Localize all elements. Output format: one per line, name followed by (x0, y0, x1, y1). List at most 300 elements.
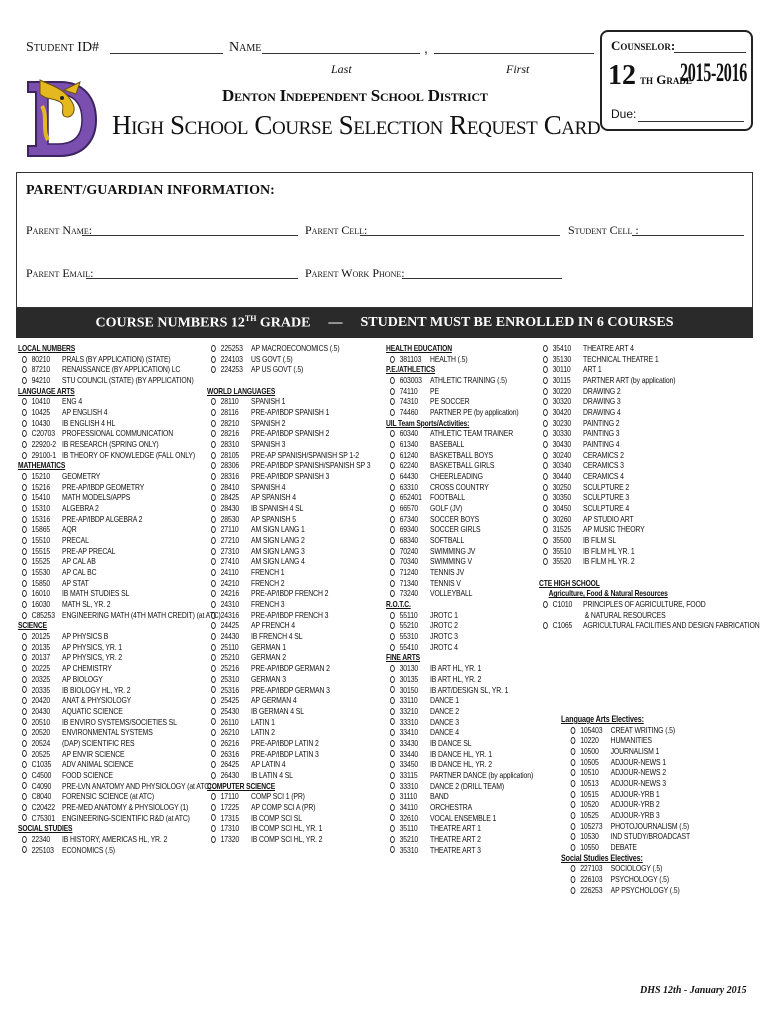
selection-bubble[interactable] (211, 804, 216, 811)
course-number: 25216 (220, 663, 240, 674)
course-name: HEALTH (.5) (430, 353, 468, 364)
selection-bubble[interactable] (22, 473, 27, 480)
student-id-field[interactable] (110, 53, 223, 54)
selection-bubble[interactable] (390, 452, 395, 459)
course-name: AM SIGN LANG 2 (251, 535, 305, 546)
selection-bubble[interactable] (390, 526, 395, 533)
course-name: PRE-AP/IBDP GEOMETRY (62, 481, 145, 492)
selection-bubble[interactable] (211, 761, 216, 768)
course-number: 10530 (580, 831, 599, 842)
selection-bubble[interactable] (390, 622, 395, 629)
course-row (386, 791, 533, 802)
selection-bubble[interactable] (22, 356, 27, 363)
course-row (386, 407, 533, 418)
course-number: 224103 (220, 353, 243, 364)
selection-bubble[interactable] (543, 558, 548, 565)
selection-bubble[interactable] (22, 633, 27, 640)
course-name: RENAISSANCE (BY APPLICATION) LC (62, 364, 181, 375)
selection-bubble[interactable] (390, 462, 395, 469)
selection-bubble[interactable] (571, 887, 576, 894)
selection-bubble[interactable] (22, 601, 27, 608)
course-number: 28410 (220, 481, 240, 492)
selection-bubble[interactable] (571, 823, 576, 830)
selection-bubble[interactable] (22, 761, 27, 768)
selection-bubble[interactable] (543, 526, 548, 533)
selection-bubble[interactable] (390, 750, 395, 757)
selection-bubble[interactable] (390, 633, 395, 640)
selection-bubble[interactable] (390, 729, 395, 736)
selection-bubble[interactable] (543, 366, 548, 373)
selection-bubble[interactable] (211, 729, 216, 736)
selection-bubble[interactable] (211, 569, 216, 576)
course-name: ORCHESTRA (430, 801, 473, 812)
course-row (386, 503, 533, 514)
selection-bubble[interactable] (211, 676, 216, 683)
selection-bubble[interactable] (22, 782, 27, 789)
selection-bubble[interactable] (390, 388, 395, 395)
selection-bubble[interactable] (211, 505, 216, 512)
selection-bubble[interactable] (22, 420, 27, 427)
course-name: JROTC 2 (430, 620, 458, 631)
course-name: IB MATH STUDIES SL (62, 588, 130, 599)
course-name: GEOMETRY (62, 471, 101, 482)
selection-bubble[interactable] (211, 430, 216, 437)
selection-bubble[interactable] (543, 537, 548, 544)
selection-bubble[interactable] (211, 356, 216, 363)
course-name: AM SIGN LANG 3 (251, 545, 305, 556)
course-name: GOLF (JV) (430, 503, 463, 514)
course-name: DEBATE (610, 842, 637, 853)
selection-bubble[interactable] (390, 398, 395, 405)
selection-bubble[interactable] (390, 782, 395, 789)
course-name: MATH MODELS/APPS (62, 492, 131, 503)
selection-bubble[interactable] (22, 750, 27, 757)
selection-bubble[interactable] (390, 484, 395, 491)
selection-bubble[interactable] (390, 836, 395, 843)
selection-bubble[interactable] (22, 366, 27, 373)
first-name-field[interactable] (434, 53, 594, 54)
course-row (561, 885, 690, 896)
parent-cell-field[interactable] (360, 235, 560, 236)
parent-email-field[interactable] (86, 278, 298, 279)
due-field[interactable] (638, 121, 744, 122)
selection-bubble[interactable] (211, 665, 216, 672)
selection-bubble[interactable] (211, 441, 216, 448)
selection-bubble[interactable] (571, 812, 576, 819)
course-name: FOOTBALL (430, 492, 465, 503)
course-name: BASKETBALL GIRLS (430, 460, 495, 471)
selection-bubble[interactable] (22, 377, 27, 384)
selection-bubble[interactable] (211, 825, 216, 832)
selection-bubble[interactable] (22, 846, 27, 853)
course-name: ATHLETIC TEAM TRAINER (430, 428, 514, 439)
course-name: HUMANITIES (610, 735, 652, 746)
selection-bubble[interactable] (211, 644, 216, 651)
selection-bubble[interactable] (22, 836, 27, 843)
selection-bubble[interactable] (211, 537, 216, 544)
course-name: IB FILM HL YR. 2 (583, 556, 635, 567)
selection-bubble[interactable] (22, 708, 27, 715)
selection-bubble[interactable] (211, 409, 216, 416)
selection-bubble[interactable] (571, 759, 576, 766)
selection-bubble[interactable] (543, 473, 548, 480)
course-name: SCULPTURE 3 (583, 492, 630, 503)
course-name: SOFTBALL (430, 535, 465, 546)
selection-bubble[interactable] (211, 398, 216, 405)
course-row (539, 482, 760, 493)
selection-bubble[interactable] (22, 729, 27, 736)
selection-bubble[interactable] (22, 526, 27, 533)
course-name: IB GERMAN 4 SL (251, 705, 304, 716)
course-number: 55410 (399, 641, 419, 652)
course-row (18, 471, 221, 482)
selection-bubble[interactable] (390, 494, 395, 501)
selection-bubble[interactable] (390, 676, 395, 683)
selection-bubble[interactable] (22, 441, 27, 448)
selection-bubble[interactable] (211, 366, 216, 373)
course-number: 15216 (31, 481, 51, 492)
selection-bubble[interactable] (211, 686, 216, 693)
course-number: 61240 (399, 449, 419, 460)
course-row (207, 460, 370, 471)
course-name: AP SPANISH 5 (251, 513, 296, 524)
selection-bubble[interactable] (211, 740, 216, 747)
selection-bubble[interactable] (543, 452, 548, 459)
selection-bubble[interactable] (22, 718, 27, 725)
selection-bubble[interactable] (543, 409, 548, 416)
course-name: JOURNALISM 1 (610, 746, 660, 757)
selection-bubble[interactable] (390, 761, 395, 768)
selection-bubble[interactable] (390, 558, 395, 565)
selection-bubble[interactable] (22, 452, 27, 459)
selection-bubble[interactable] (390, 718, 395, 725)
sub-heading: Agriculture, Food & Natural Resources (548, 588, 668, 599)
course-number: 66570 (399, 503, 419, 514)
selection-bubble[interactable] (22, 654, 27, 661)
selection-bubble[interactable] (543, 494, 548, 501)
selection-bubble[interactable] (211, 452, 216, 459)
course-row (207, 471, 370, 482)
course-name: FRENCH 2 (251, 577, 285, 588)
selection-bubble[interactable] (543, 484, 548, 491)
selection-bubble[interactable] (543, 377, 548, 384)
selection-bubble[interactable] (390, 590, 395, 597)
selection-bubble[interactable] (543, 622, 548, 629)
selection-bubble[interactable] (543, 356, 548, 363)
selection-bubble[interactable] (543, 430, 548, 437)
selection-bubble[interactable] (22, 665, 27, 672)
selection-bubble[interactable] (22, 558, 27, 565)
course-name: ENG 4 (62, 396, 83, 407)
course-number: 31110 (399, 791, 418, 802)
selection-bubble[interactable] (390, 846, 395, 853)
selection-bubble[interactable] (211, 633, 216, 640)
course-name: TECHNICAL THEATRE 1 (583, 353, 659, 364)
selection-bubble[interactable] (390, 793, 395, 800)
course-name: SCULPTURE 2 (583, 481, 630, 492)
selection-bubble[interactable] (211, 590, 216, 597)
course-row (18, 524, 221, 535)
course-number: 20325 (31, 673, 51, 684)
selection-bubble[interactable] (22, 569, 27, 576)
selection-bubble[interactable] (211, 612, 216, 619)
selection-bubble[interactable] (543, 441, 548, 448)
course-name: SWIMMING V (430, 556, 472, 567)
selection-bubble[interactable] (211, 516, 216, 523)
selection-bubble[interactable] (390, 612, 395, 619)
course-name: DANCE 2 (430, 705, 459, 716)
course-row (18, 503, 221, 514)
course-row (207, 823, 370, 834)
selection-bubble[interactable] (543, 398, 548, 405)
course-row (18, 685, 221, 696)
course-row (539, 546, 760, 557)
course-row (207, 685, 370, 696)
selection-bubble[interactable] (211, 697, 216, 704)
selection-bubble[interactable] (390, 505, 395, 512)
selection-bubble[interactable] (390, 665, 395, 672)
selection-bubble[interactable] (390, 441, 395, 448)
course-row (18, 396, 221, 407)
selection-bubble[interactable] (22, 804, 27, 811)
course-row (18, 738, 221, 749)
selection-bubble[interactable] (22, 409, 27, 416)
course-number: 87210 (31, 364, 51, 375)
selection-bubble[interactable] (571, 833, 576, 840)
selection-bubble[interactable] (211, 558, 216, 565)
selection-bubble[interactable] (571, 780, 576, 787)
course-name: TENNIS JV (430, 567, 465, 578)
selection-bubble[interactable] (543, 345, 548, 352)
course-name: IB DANCE HL, YR. 2 (430, 759, 492, 770)
course-number: 24110 (220, 567, 239, 578)
course-row (386, 685, 533, 696)
selection-bubble[interactable] (390, 740, 395, 747)
selection-bubble[interactable] (543, 516, 548, 523)
last-name-field[interactable] (262, 53, 420, 54)
course-row (207, 770, 370, 781)
selection-bubble[interactable] (571, 727, 576, 734)
course-name: PE (430, 385, 439, 396)
selection-bubble[interactable] (22, 644, 27, 651)
course-number: 15850 (31, 577, 51, 588)
course-number: 20430 (31, 705, 51, 716)
course-row (18, 610, 221, 621)
course-number: 20510 (31, 716, 51, 727)
selection-bubble[interactable] (211, 473, 216, 480)
course-row (386, 749, 533, 760)
selection-bubble[interactable] (211, 814, 216, 821)
course-row (386, 845, 533, 856)
course-name: DRAWING 4 (583, 407, 621, 418)
course-row (386, 428, 533, 439)
course-row (561, 735, 690, 746)
selection-bubble[interactable] (390, 473, 395, 480)
course-name: PROFESSIONAL COMMUNICATION (62, 428, 174, 439)
selection-bubble[interactable] (211, 718, 216, 725)
course-number: C4090 (31, 780, 52, 791)
selection-bubble[interactable] (211, 494, 216, 501)
course-row (386, 620, 533, 631)
course-number: 69340 (399, 524, 419, 535)
course-number: 10430 (31, 417, 51, 428)
course-number: 30450 (552, 503, 572, 514)
selection-bubble[interactable] (22, 814, 27, 821)
selection-bubble[interactable] (390, 686, 395, 693)
selection-bubble[interactable] (390, 814, 395, 821)
ss-electives-list (561, 863, 690, 895)
course-row (207, 450, 370, 461)
course-row (207, 354, 370, 365)
selection-bubble[interactable] (390, 697, 395, 704)
course-number: 10220 (580, 735, 599, 746)
selection-bubble[interactable] (390, 430, 395, 437)
selection-bubble[interactable] (571, 865, 576, 872)
course-row (386, 439, 533, 450)
course-row (207, 813, 370, 824)
selection-bubble[interactable] (543, 601, 548, 608)
course-number: 25316 (220, 684, 240, 695)
course-number: 20137 (31, 652, 51, 663)
selection-bubble[interactable] (390, 356, 395, 363)
section-heading: MATHEMATICS (18, 460, 66, 471)
selection-bubble[interactable] (390, 804, 395, 811)
parent-name-field[interactable] (82, 235, 298, 236)
selection-bubble[interactable] (543, 420, 548, 427)
selection-bubble[interactable] (571, 737, 576, 744)
course-name: IB COMP SCI HL, YR. 2 (251, 833, 323, 844)
course-row (386, 514, 533, 525)
selection-bubble[interactable] (22, 398, 27, 405)
selection-bubble[interactable] (390, 644, 395, 651)
selection-bubble[interactable] (22, 697, 27, 704)
course-row (386, 375, 533, 386)
selection-bubble[interactable] (390, 569, 395, 576)
course-name: IB RESEARCH (SPRING ONLY) (62, 439, 159, 450)
selection-bubble[interactable] (543, 548, 548, 555)
course-number: 30220 (552, 385, 572, 396)
selection-bubble[interactable] (543, 505, 548, 512)
selection-bubble[interactable] (390, 537, 395, 544)
selection-bubble[interactable] (543, 462, 548, 469)
course-number: 28310 (220, 439, 240, 450)
selection-bubble[interactable] (211, 750, 216, 757)
selection-bubble[interactable] (571, 791, 576, 798)
selection-bubble[interactable] (390, 825, 395, 832)
course-number: 105403 (580, 724, 603, 735)
selection-bubble[interactable] (211, 836, 216, 843)
selection-bubble[interactable] (390, 516, 395, 523)
selection-bubble[interactable] (390, 772, 395, 779)
course-row (207, 727, 370, 738)
selection-bubble[interactable] (390, 580, 395, 587)
selection-bubble[interactable] (22, 793, 27, 800)
selection-bubble[interactable] (211, 484, 216, 491)
parent-work-phone-field[interactable] (402, 278, 562, 279)
section-heading: WORLD LANGUAGES (207, 385, 276, 396)
selection-bubble[interactable] (211, 462, 216, 469)
selection-bubble[interactable] (211, 654, 216, 661)
counselor-field[interactable] (674, 52, 746, 53)
selection-bubble[interactable] (211, 708, 216, 715)
selection-bubble[interactable] (390, 548, 395, 555)
selection-bubble[interactable] (22, 494, 27, 501)
selection-bubble[interactable] (211, 601, 216, 608)
selection-bubble[interactable] (390, 409, 395, 416)
course-row (18, 781, 221, 792)
selection-bubble[interactable] (543, 388, 548, 395)
selection-bubble[interactable] (22, 430, 27, 437)
selection-bubble[interactable] (571, 769, 576, 776)
selection-bubble[interactable] (390, 708, 395, 715)
course-name: AM SIGN LANG 1 (251, 524, 305, 535)
selection-bubble[interactable] (211, 793, 216, 800)
selection-bubble[interactable] (22, 686, 27, 693)
course-number: 10425 (31, 407, 51, 418)
selection-bubble[interactable] (390, 377, 395, 384)
course-number: 61340 (399, 439, 419, 450)
course-name: PRALS (BY APPLICATION) (STATE) (62, 353, 171, 364)
course-number: 94210 (31, 375, 51, 386)
selection-bubble[interactable] (211, 420, 216, 427)
course-name: IB HISTORY, AMERICAS HL, YR. 2 (62, 833, 168, 844)
selection-bubble[interactable] (571, 844, 576, 851)
course-name: SOCCER BOYS (430, 513, 480, 524)
course-name: JROTC 4 (430, 641, 458, 652)
selection-bubble[interactable] (22, 516, 27, 523)
selection-bubble[interactable] (22, 548, 27, 555)
selection-bubble[interactable] (211, 526, 216, 533)
course-number: 35310 (399, 844, 419, 855)
course-name: PRE-AP/IBDP SPANISH 1 (251, 407, 330, 418)
selection-bubble[interactable] (211, 548, 216, 555)
selection-bubble[interactable] (571, 748, 576, 755)
course-row (18, 407, 221, 418)
course-name: CERAMICS 2 (583, 449, 624, 460)
course-row (18, 450, 221, 461)
selection-bubble[interactable] (22, 772, 27, 779)
course-number: 30320 (552, 396, 572, 407)
selection-bubble[interactable] (22, 740, 27, 747)
course-name: AP GERMAN 4 (251, 695, 297, 706)
selection-bubble[interactable] (22, 484, 27, 491)
course-number: 16010 (31, 588, 51, 599)
selection-bubble[interactable] (211, 345, 216, 352)
selection-bubble[interactable] (211, 580, 216, 587)
course-row (386, 770, 533, 781)
course-row (539, 535, 760, 546)
student-cell-field[interactable] (632, 235, 744, 236)
course-number: 55210 (399, 620, 419, 631)
selection-bubble[interactable] (22, 612, 27, 619)
course-row (18, 418, 221, 429)
selection-bubble[interactable] (211, 622, 216, 629)
course-name: IB COMP SCI HL, YR. 1 (251, 823, 323, 834)
selection-bubble[interactable] (22, 580, 27, 587)
course-row (386, 492, 533, 503)
selection-bubble[interactable] (211, 772, 216, 779)
selection-bubble[interactable] (22, 676, 27, 683)
course-name: SPANISH 3 (251, 439, 286, 450)
parent-work-phone-label: Parent Work Phone: (305, 266, 405, 280)
selection-bubble[interactable] (571, 801, 576, 808)
selection-bubble[interactable] (571, 876, 576, 883)
selection-bubble[interactable] (22, 537, 27, 544)
selection-bubble[interactable] (22, 590, 27, 597)
selection-bubble[interactable] (22, 505, 27, 512)
course-row (386, 631, 533, 642)
course-name: US GOVT (.5) (251, 353, 293, 364)
